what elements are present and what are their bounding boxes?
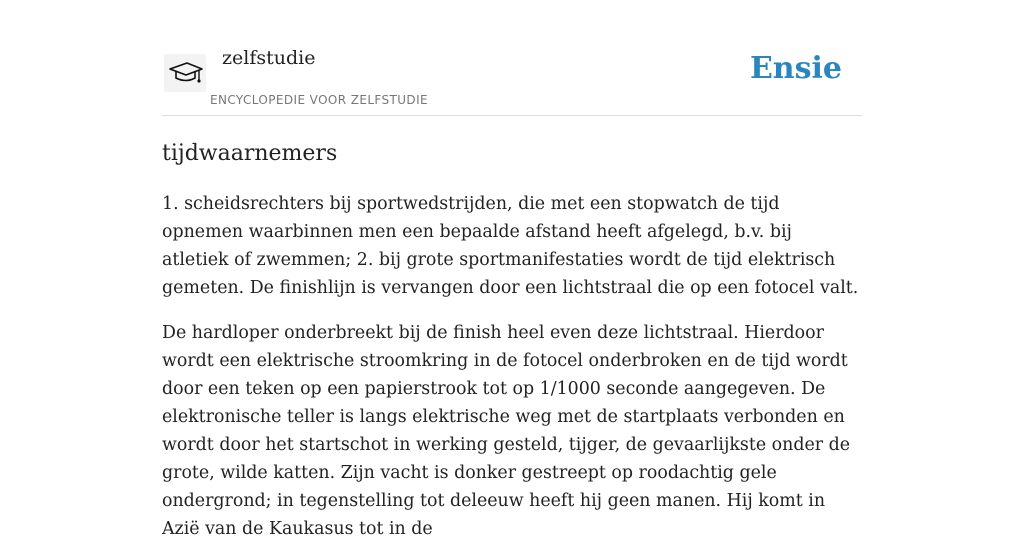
site-tagline: ENCYCLOPEDIE VOOR ZELFSTUDIE [210, 93, 428, 107]
brand-logo[interactable]: Ensie [749, 51, 842, 86]
site-name[interactable]: zelfstudie [222, 47, 316, 69]
site-logo[interactable] [164, 54, 206, 92]
article-paragraph: De hardloper onderbreekt bij de finish heel even deze lichtstraal. Hierdoor wordt een elektrische stroomkring in de fotocel onderbroken en de tijd wordt door een teken op een papierstrook tot op 1/1000 seconde aangegeven. De elektronische teller is langs elektrische weg met de startplaats verbonden en wordt door het startschot in werking gesteld, tijger, de gevaarlijkste onder de grote, wilde katten. Zijn vacht is donker gestreept op roodachtig gele ondergrond; in tegenstelling tot deleeuw heeft hij geen manen. Hij komt in Azië van de Kaukasus tot in de [162, 323, 851, 539]
article-paragraph: 1. scheidsrechters bij sportwedstrijden, die met een stopwatch de tijd opnemen waarbinnen men een bepaalde afstand heeft afgelegd, b.v. bij atletiek of zwemmen; 2. bij grote sportmanifestaties wordt de tijd elektrisch gemeten. De finishlijn is vervangen door een lichtstraal die op een fotocel valt. [162, 194, 859, 298]
article-title: tijdwaarnemers [162, 141, 338, 166]
site-header [162, 40, 862, 116]
article [162, 138, 864, 560]
